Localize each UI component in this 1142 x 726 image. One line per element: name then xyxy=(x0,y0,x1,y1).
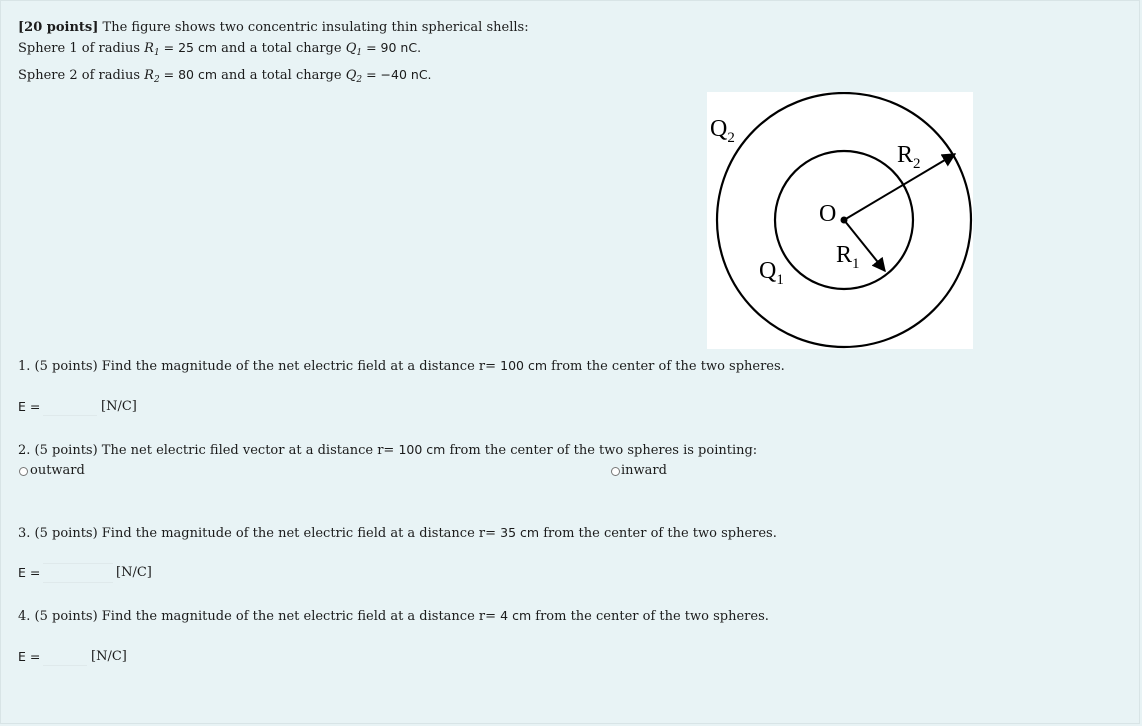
q1-value: = 90 nC. xyxy=(362,40,422,55)
q2-value: = −40 nC. xyxy=(362,67,432,82)
q1-symbol: $Q_1$ xyxy=(345,41,363,58)
q1-answer-label: E = xyxy=(18,399,41,414)
sphere1-line xyxy=(18,40,421,61)
o-label: O xyxy=(819,201,837,227)
r2-symbol: $R_2$ xyxy=(144,68,160,85)
outward-label[interactable]: outward xyxy=(30,463,85,478)
q3-answer-label: E = xyxy=(18,565,41,580)
question-2: 2. (5 points) The net electric filed vector at a distance r= 100 cm from the center of the two spheres is pointing: xyxy=(18,442,758,458)
r1-symbol: $R_1$ xyxy=(144,41,160,58)
points-tag: [20 points] xyxy=(18,20,99,35)
q1-answer-input[interactable] xyxy=(43,397,97,416)
q4-answer-input[interactable] xyxy=(43,647,87,666)
q3-answer-input[interactable] xyxy=(43,563,113,583)
q3-unit-label: [N/C] xyxy=(116,565,152,580)
intro-text: The figure shows two concentric insulating thin spherical shells: xyxy=(98,20,529,35)
sphere2-line xyxy=(18,67,432,88)
q1-label: $Q_1$ xyxy=(759,258,784,288)
q2-symbol: $Q_2$ xyxy=(345,68,363,85)
q4-answer-label: E = xyxy=(18,649,41,664)
question-4: 4. (5 points) Find the magnitude of the net electric field at a distance r= 4 cm from the center of the two spheres. xyxy=(18,608,769,624)
q1-distance-value: 100 xyxy=(500,358,525,373)
r1-value: = 25 cm xyxy=(159,40,218,55)
sphere2-mid: and a total charge xyxy=(217,68,346,83)
inward-radio[interactable] xyxy=(611,467,620,476)
q1-unit-label: [N/C] xyxy=(101,399,137,414)
concentric-spheres-figure xyxy=(707,92,973,349)
problem-intro xyxy=(18,20,529,36)
q4-distance-value: 4 xyxy=(500,608,509,623)
question-1: 1. (5 points) Find the magnitude of the net electric field at a distance r= 100 cm from the center of the two spheres. xyxy=(18,358,785,374)
outward-radio[interactable] xyxy=(19,467,28,476)
sphere1-prefix: Sphere 1 of radius xyxy=(18,41,145,56)
r1-label: $R_1$ xyxy=(836,242,860,272)
q2-label: $Q_2$ xyxy=(710,116,735,146)
q2-distance-value: 100 xyxy=(398,442,423,457)
sphere2-prefix: Sphere 2 of radius xyxy=(18,68,145,83)
r2-label: $R_2$ xyxy=(897,142,921,172)
sphere1-mid: and a total charge xyxy=(217,41,346,56)
q3-distance-value: 35 xyxy=(500,525,517,540)
r2-value: = 80 cm xyxy=(159,67,218,82)
question-3: 3. (5 points) Find the magnitude of the net electric field at a distance r= 35 cm from the center of the two spheres. xyxy=(18,525,777,541)
inward-label[interactable]: inward xyxy=(621,463,667,478)
q4-unit-label: [N/C] xyxy=(91,649,127,664)
spheres-diagram xyxy=(707,92,973,349)
